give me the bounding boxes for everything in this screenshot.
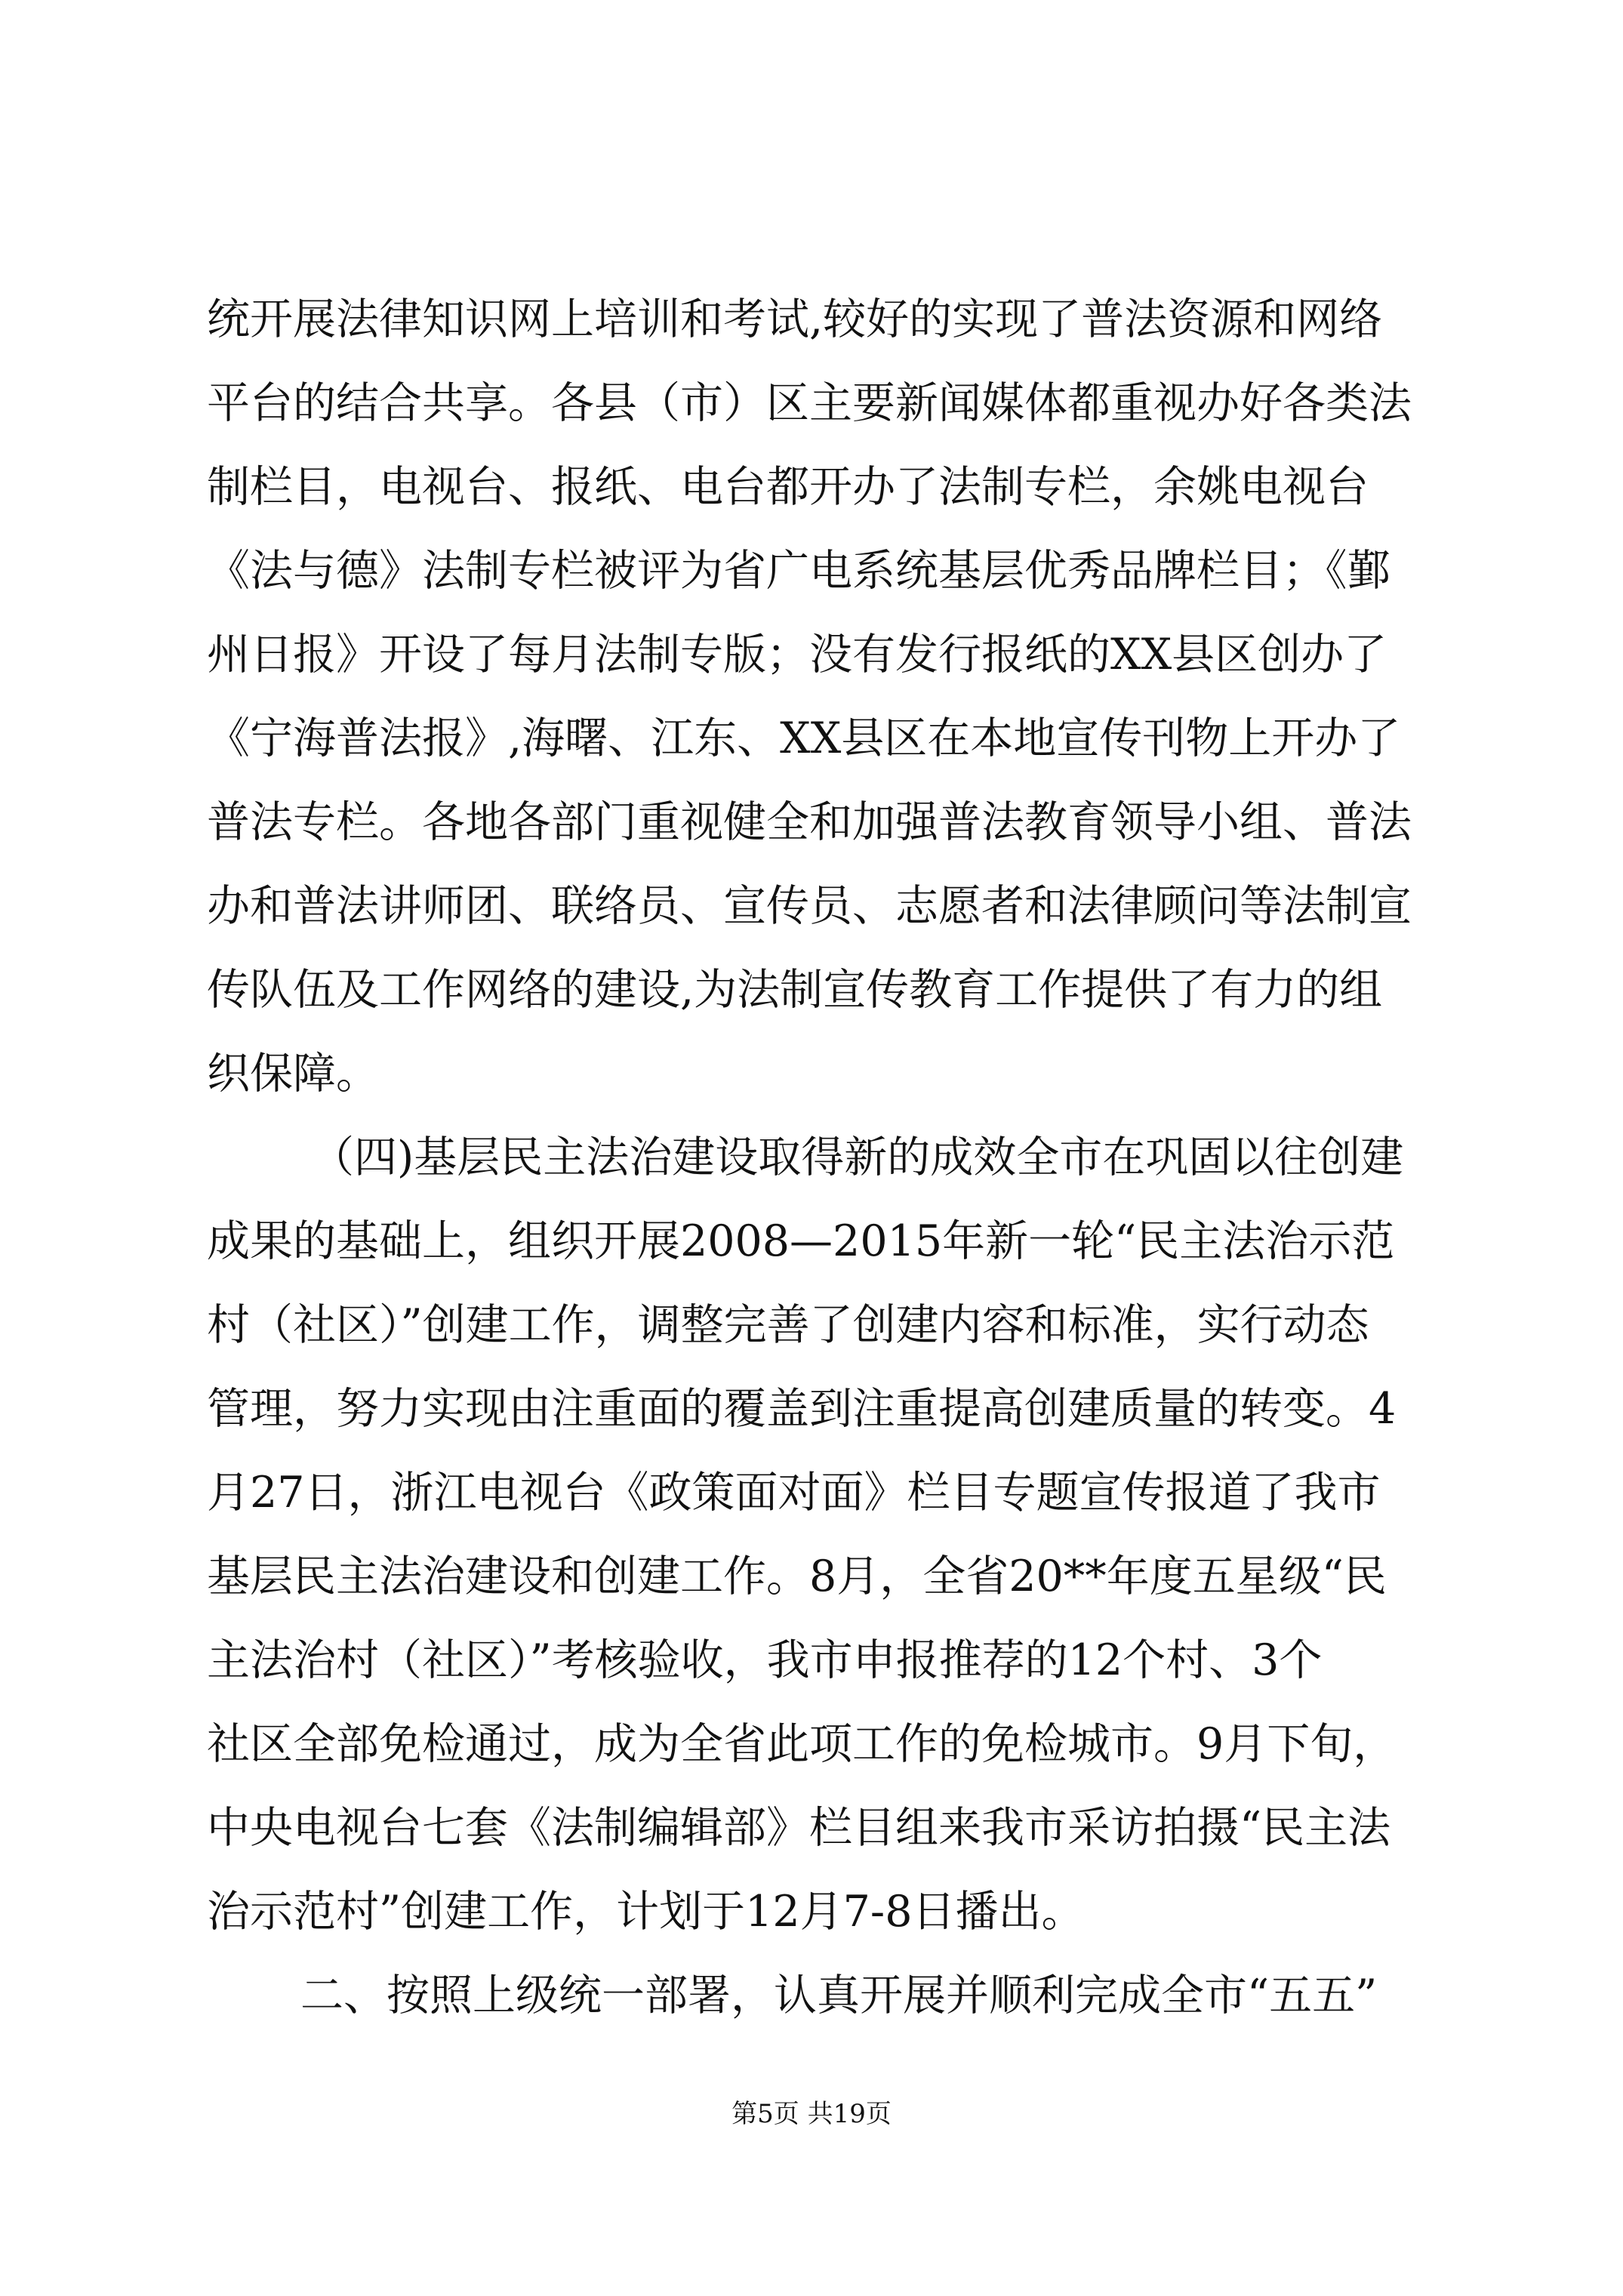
text-line: 月27日，浙江电视台《政策面对面》栏目专题宣传报道了我市	[207, 1468, 1381, 1518]
text-line: 普法专栏。各地各部门重视健全和加强普法教育领导小组、普法	[207, 797, 1412, 847]
text-line: 基层民主法治建设和创建工作。8月，全省20**年度五星级“民	[207, 1552, 1387, 1601]
text-line: 州日报》开设了每月法制专版；没有发行报纸的XX县区创办了	[207, 630, 1387, 680]
text-line: 村（社区）”创建工作，调整完善了创建内容和标准，实行动态	[207, 1300, 1369, 1350]
page-footer: 第5页 共19页	[731, 2099, 892, 2129]
text-line: （四)基层民主法治建设取得新的成效全市在巩固以往创建	[311, 1133, 1404, 1182]
text-line: 《法与德》法制专栏被评为省广电系统基层优秀品牌栏目；《鄞	[207, 546, 1390, 596]
text-line: 管理，努力实现由注重面的覆盖到注重提高创建质量的转变。4	[207, 1384, 1397, 1434]
text-line: 《宁海普法报》,海曙、江东、XX县区在本地宣传刊物上开办了	[207, 713, 1401, 763]
text-line: 办和普法讲师团、联络员、宣传员、志愿者和法律顾问等法制宣	[207, 881, 1412, 931]
text-line: 中央电视台七套《法制编辑部》栏目组来我市采访拍摄“民主法	[207, 1803, 1391, 1853]
text-line: 主法治村（社区）”考核验收，我市申报推荐的12个村、3个	[207, 1635, 1323, 1685]
text-line: 成果的基础上，组织开展2008—2015年新一轮“民主法治示范	[207, 1216, 1395, 1266]
text-line: 织保障。	[207, 1049, 379, 1099]
text-line: 传队伍及工作网络的建设,为法制宣传教育工作提供了有力的组	[207, 965, 1383, 1015]
text-line: 治示范村”创建工作，计划于12月7-8日播出。	[207, 1887, 1085, 1937]
text-line: 社区全部免检通过，成为全省此项工作的免检城市。9月下旬，	[207, 1719, 1397, 1769]
text-line: 二、按照上级统一部署，认真开展并顺利完成全市“五五”	[300, 1971, 1378, 2020]
text-line: 制栏目，电视台、报纸、电台都开办了法制专栏，余姚电视台	[207, 462, 1369, 512]
text-line: 统开展法律知识网上培训和考试,较好的实现了普法资源和网络	[207, 294, 1383, 344]
text-line: 平台的结合共享。各县（市）区主要新闻媒体都重视办好各类法	[207, 378, 1412, 428]
